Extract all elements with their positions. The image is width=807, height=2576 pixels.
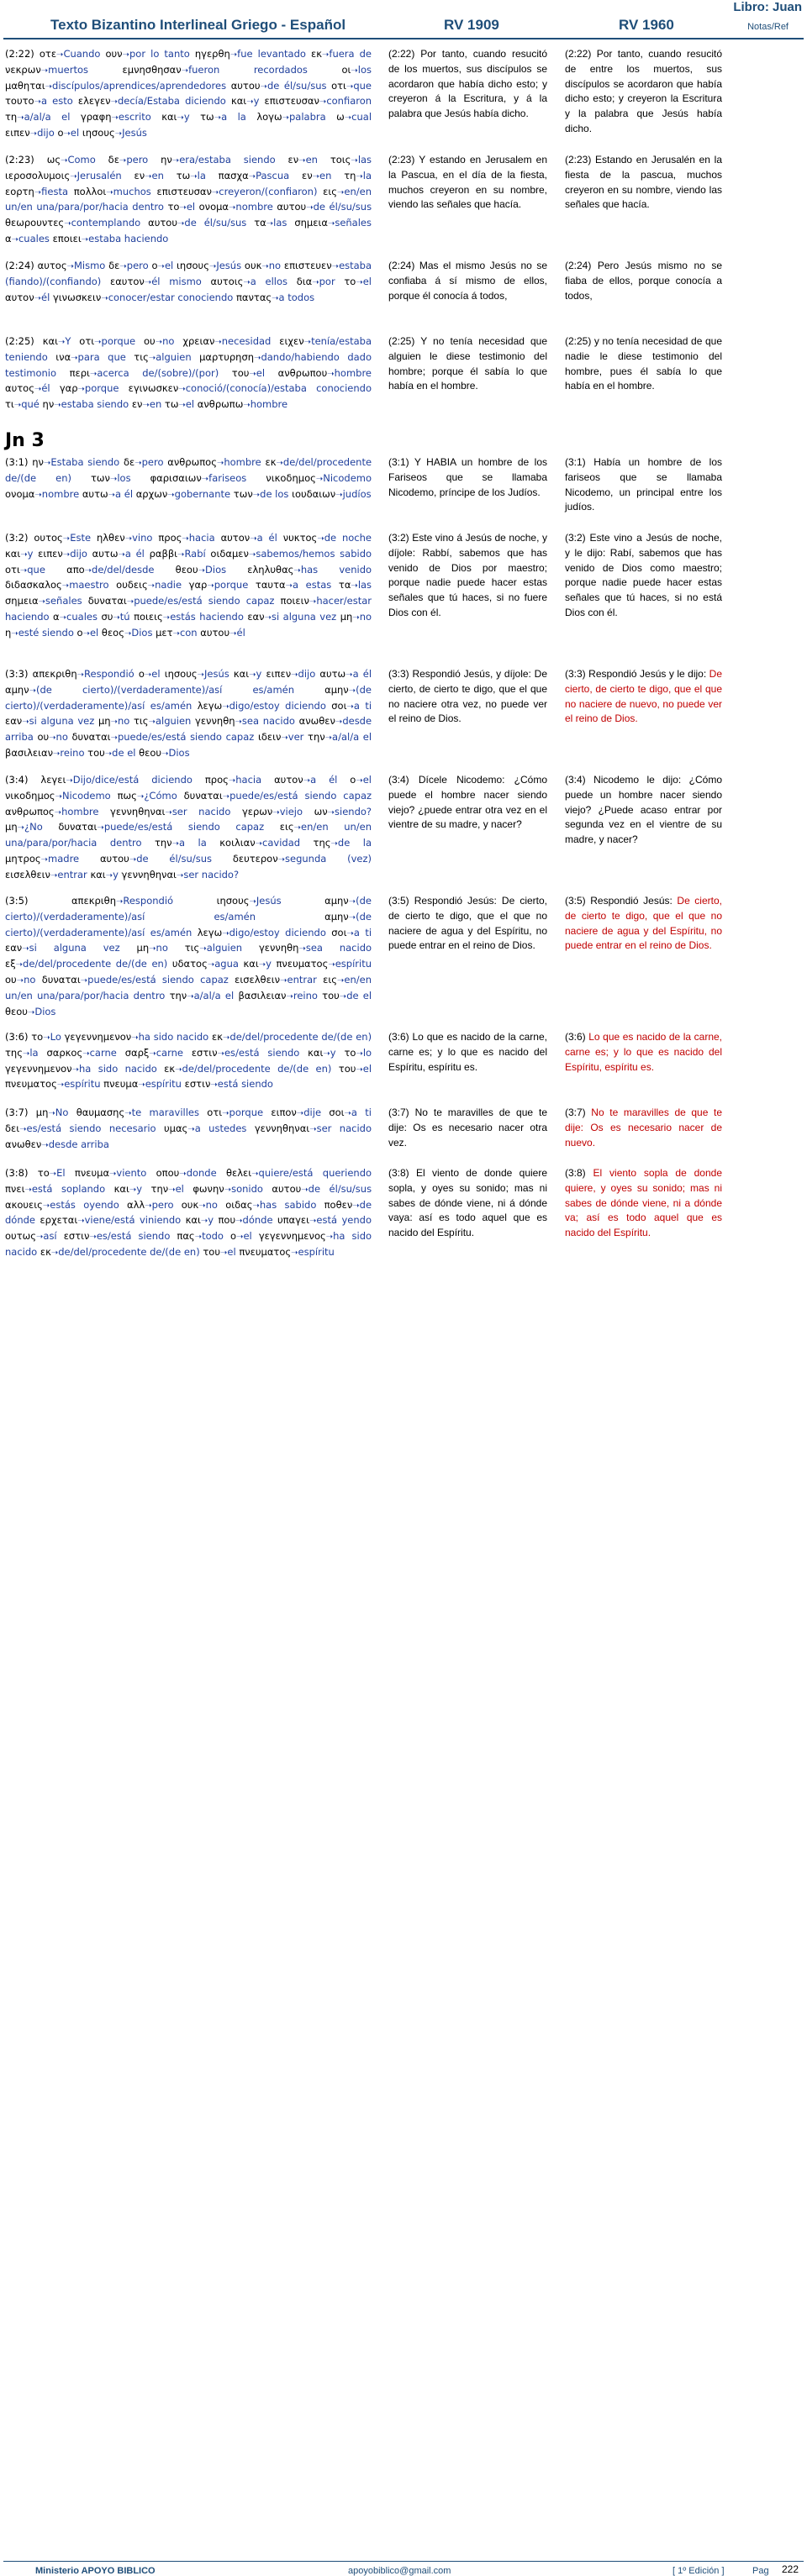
rv1960-text [565,1166,722,1241]
footer-email: apoyobiblico@gmail.com [348,2566,451,2576]
page-header [0,0,807,40]
footer-page-label: Pag [752,2566,769,2576]
header-book: Libro: Juan [733,0,802,14]
rv1909-text: (3:2) Este vino á Jesús de noche, y díjole: Rabbí, sabemos que has venido de Dios por maestro; porque nadie puede hacer estas señales que tú haces, si no fuere Dios con él. [388,532,547,618]
greek-interlinear: (3:4) λεγει➝Dijo/dice/está diciendo προς➝hacia αυτον➝a él ο➝el νικοδημος➝Nicodemo πως➝¿Cómo δυναται➝puede/es/está siendo capaz ανθρωπος➝hombre γεννηθηναι➝ser nacido γερων➝viejo ων➝siendo? μη➝¿No δυναται➝puede/es/está siendo capaz εις➝en/en un/en una/para/por/hacia dentro την➝a la κοιλιαν➝cavidad της➝de la μητρος➝madre αυτου➝de él/su/sus δευτερον➝segunda (vez) εισελθειν➝entrar και➝y γεννηθηναι➝ser nacido? [5,774,372,881]
rv1960-words-of-jesus: No te maravilles de que te dije: Os es necesario nacer de nuevo. [565,1107,723,1149]
greek-interlinear: (3:5) απεκριθη➝Respondió ιησους➝Jesús αμην➝(de cierto)/(verdaderamente)/así es/amén αμην➝(de cierto)/(verdaderamente)/así es/amén λεγω➝digo/estoy diciendo σοι➝a ti εαν➝si alguna vez μη➝no τις➝alguien γεννηθη➝sea nacido εξ➝de/del/procedente de/(de en) υδατος➝agua και➝y πνευματος➝espíritu ου➝no δυναται➝puede/es/está siendo capaz εισελθειν➝entrar εις➝en/en un/en una/para/por/hacia dentro την➝a/al/a el βασιλειαν➝reino του➝de el θεου➝Dios [5,895,372,1017]
rv1909-text: (3:6) Lo que es nacido de la carne, carne es; y lo que es nacido del Espíritu, espíritu es. [388,1031,547,1073]
greek-interlinear: (2:25) και➝Y οτι➝porque ου➝no χρειαν➝necesidad ειχεν➝tenía/estaba teniendo ινα➝para que τις➝alguien μαρτυρηση➝dando/habiendo dado testimonio περι➝acerca de/(sobre)/(por) του➝el ανθρωπου➝hombre αυτος➝él γαρ➝porque εγινωσκεν➝conoció/(conocía)/estaba conociendo τι➝qué ην➝estaba siendo εν➝en τω➝el ανθρωπω➝hombre [5,335,372,411]
footer-divider [3,2561,804,2562]
rv1960-prefix: (3:8) [565,1167,586,1179]
greek-interlinear: (3:7) μη➝No θαυμασης➝te maravilles οτι➝porque ειπον➝dije σοι➝a ti δει➝es/está siendo necesario υμας➝a ustedes γεννηθηναι➝ser nacido ανωθεν➝desde arriba [5,1107,372,1150]
rv1909-text: (3:7) No te maravilles de que te dije: Os es necesario nacer otra vez. [388,1107,547,1149]
rv1960-text [565,1030,722,1075]
rv1960-text: (3:2) Este vino a Jesús de noche, y le dijo: Rabí, sabemos que has venido de Dios como maestro; porque nadie puede hacer estas señales que tú haces, si no está Dios con él. [565,532,722,618]
footer-page-number: 222 [782,2563,799,2575]
header-rv1960: RV 1960 [619,17,674,33]
rv1909-text: (3:8) El viento de donde quiere sopla, y oyes su sonido; mas ni sabes de dónde viene, ni á dónde vaya: así es todo aquel que es nacido del Espíritu. [388,1167,547,1239]
rv1960-words-of-jesus: Lo que es nacido de la carne, carne es; y lo que es nacido del Espíritu, espíritu es. [565,1031,722,1073]
rv1960-text: (3:1) Había un hombre de los fariseos que se llamaba Nicodemo, un principal entre los judíos. [565,456,722,513]
page-footer [0,1280,807,2576]
rv1909-text: (3:4) Dícele Nicodemo: ¿Cómo puede el hombre nacer siendo viejo? ¿puede entrar otra vez en el vientre de su madre, y nacer? [388,774,547,831]
chapter-heading: Jn 3 [5,430,45,451]
rv1960-prefix: (3:7) [565,1107,586,1118]
rv1960-text [565,894,722,954]
rv1960-text: (2:24) Pero Jesús mismo no se fiaba de ellos, porque conocía a todos, [565,260,722,302]
rv1960-words-of-jesus: De cierto, de cierto te digo, que el que no naciere de nuevo, no puede ver el reino de Dios. [565,668,722,725]
rv1909-text: (2:25) Y no tenía necesidad que alguien le diese testimonio del hombre; porque él sabía lo que había en el hombre. [388,335,547,392]
footer-edition: [ 1º Edición ] [672,2566,725,2576]
greek-interlinear: (3:2) ουτος➝Este ηλθεν➝vino προς➝hacia αυτον➝a él νυκτος➝de noche και➝y ειπεν➝dijo αυτω➝a él ραββι➝Rabí οιδαμεν➝sabemos/hemos sabido οτι➝que απο➝de/del/desde θεου➝Dios εληλυθας➝has venido διδασκαλος➝maestro ουδεις➝nadie γαρ➝porque ταυτα➝a estas τα➝las σημεια➝señales δυναται➝puede/es/está siendo capaz ποιειν➝hacer/estar haciendo α➝cuales συ➝tú ποιεις➝estás haciendo εαν➝si alguna vez μη➝no η➝esté siendo ο➝el θεος➝Dios μετ➝con αυτου➝él [5,532,372,639]
rv1960-text: (2:22) Por tanto, cuando resucitó de entre los muertos, sus discípulos se acordaron que había dicho esto; y creyeron la Escritura y la palabra que Jesús había dicho. [565,48,722,134]
rv1909-text: (2:22) Por tanto, cuando resucitó de los muertos, sus discípulos se acordaron que había dicho esto; y creyeron á la Escritura, y á la palabra que Jesús había dicho. [388,48,547,120]
header-title: Texto Bizantino Interlineal Griego - Español [50,17,346,33]
greek-interlinear: (2:24) αυτος➝Mismo δε➝pero ο➝el ιησους➝Jesús ουκ➝no επιστευεν➝estaba (fiando)/(confiando) εαυτον➝él mismo αυτοις➝a ellos δια➝por το➝el αυτον➝él γινωσκειν➝conocer/estar conociendo παντας➝a todos [5,260,372,303]
rv1960-prefix: (3:5) Respondió Jesús: [565,895,672,907]
rv1909-text: (2:23) Y estando en Jerusalem en la Pascua, en el día de la fiesta, muchos creyeron en su nombre, viendo las señales que hacía. [388,154,547,211]
rv1909-text: (3:5) Respondió Jesús: De cierto, de cierto te digo, que el que no naciere de agua y del Espíritu, no puede entrar en el reino de Dios. [388,895,547,952]
rv1960-words-of-jesus: De cierto, de cierto te digo, que el que no naciere de agua y del Espíritu, no puede entrar en el reino de Dios. [565,895,722,952]
rv1960-text: (3:4) Nicodemo le dijo: ¿Cómo puede un hombre nacer siendo viejo? ¿Puede acaso entrar por segunda vez en el vientre de su madre, y nacer? [565,774,722,846]
header-divider [3,38,804,39]
rv1909-text: (3:1) Y HABIA un hombre de los Fariseos que se llamaba Nicodemo, príncipe de los Judíos. [388,456,547,498]
rv1960-prefix: (3:3) Respondió Jesús y le dijo: [565,668,707,680]
greek-interlinear: (3:6) το➝Lo γεγεννημενον➝ha sido nacido εκ➝de/del/procedente de/(de en) της➝la σαρκος➝carne σαρξ➝carne εστιν➝es/está siendo και➝y το➝lo γεγεννημενον➝ha sido nacido εκ➝de/del/procedente de/(de en) του➝el πνευματος➝espíritu πνευμα➝espíritu εστιν➝está siendo [5,1031,372,1091]
rv1960-text: (2:23) Estando en Jerusalén en la fiesta de la pascua, muchos creyeron en su nombre, viendo las señales que hacía. [565,154,722,211]
rv1960-words-of-jesus: El viento sopla de donde quiere, y oyes su sonido; mas ni sabes de dónde viene, ni a dónde va; así es todo aquel que es nacido del Espíritu. [565,1167,722,1239]
rv1909-text: (3:3) Respondió Jesús, y díjole: De cierto, de cierto te digo, que el que no naciere otra vez, no puede ver el reino de Dios. [388,668,547,725]
footer-ministry: Ministerio APOYO BIBLICO [35,2566,156,2576]
rv1909-text: (2:24) Mas el mismo Jesús no se confiaba á sí mismo de ellos, porque él conocía á todos, [388,260,547,302]
rv1960-text [565,1106,722,1150]
greek-interlinear: (2:23) ως➝Como δε➝pero ην➝era/estaba siendo εν➝en τοις➝las ιεροσολυμοις➝Jerusalén εν➝en τω➝la πασχα➝Pascua εν➝en τη➝la εορτη➝fiesta πολλοι➝muchos επιστευσαν➝creyeron/(confiaron) εις➝en/en un/en una/para/por/hacia dentro το➝el ονομα➝nombre αυτου➝de él/su/sus θεωρουντες➝contemplando αυτου➝de él/su/sus τα➝las σημεια➝señales α➝cuales εποιει➝estaba haciendo [5,154,372,244]
rv1960-text [565,667,722,727]
header-rv1909: RV 1909 [444,17,499,33]
greek-interlinear: (2:22) οτε➝Cuando ουν➝por lo tanto ηγερθη➝fue levantado εκ➝fuera de νεκρων➝muertos εμνησθησαν➝fueron recordados οι➝los μαθηται➝discípulos/aprendices/aprendedores αυτου➝de él/su/sus οτι➝que τουτο➝a esto ελεγεν➝decía/Estaba diciendo και➝y επιστευσαν➝confiaron τη➝a/al/a el γραφη➝escrito και➝y τω➝a la λογω➝palabra ω➝cual ειπεν➝dijo ο➝el ιησους➝Jesús [5,48,372,139]
rv1960-text: (2:25) y no tenía necesidad de que nadie le diese testimonio del hombre, pues él sabía lo que había en el hombre. [565,335,722,392]
rv1960-prefix: (3:6) [565,1031,586,1043]
header-notes: Notas/Ref [747,22,789,32]
greek-interlinear: (3:3) απεκριθη➝Respondió ο➝el ιησους➝Jesús και➝y ειπεν➝dijo αυτω➝a él αμην➝(de cierto)/(verdaderamente)/así es/amén αμην➝(de cierto)/(verdaderamente)/así es/amén λεγω➝digo/estoy diciendo σοι➝a ti εαν➝si alguna vez μη➝no τις➝alguien γεννηθη➝sea nacido ανωθεν➝desde arriba ου➝no δυναται➝puede/es/está siendo capaz ιδειν➝ver την➝a/al/a el βασιλειαν➝reino του➝de el θεου➝Dios [5,668,372,759]
greek-interlinear: (3:8) το➝El πνευμα➝viento οπου➝donde θελει➝quiere/está queriendo πνει➝está soplando και➝y την➝el φωνην➝sonido αυτου➝de él/su/sus ακουεις➝estás oyendo αλλ➝pero ουκ➝no οιδας➝has sabido ποθεν➝de dónde ερχεται➝viene/está viniendo και➝y που➝dónde υπαγει➝está yendo ουτως➝así εστιν➝es/está siendo πας➝todo ο➝el γεγεννημενος➝ha sido nacido εκ➝de/del/procedente de/(de en) του➝el πνευματος➝espíritu [5,1167,372,1258]
greek-interlinear: (3:1) ην➝Estaba siendo δε➝pero ανθρωπος➝hombre εκ➝de/del/procedente de/(de en) των➝los φαρισαιων➝fariseos νικοδημος➝Nicodemo ονομα➝nombre αυτω➝a él αρχων➝gobernante των➝de los ιουδαιων➝judíos [5,456,372,500]
